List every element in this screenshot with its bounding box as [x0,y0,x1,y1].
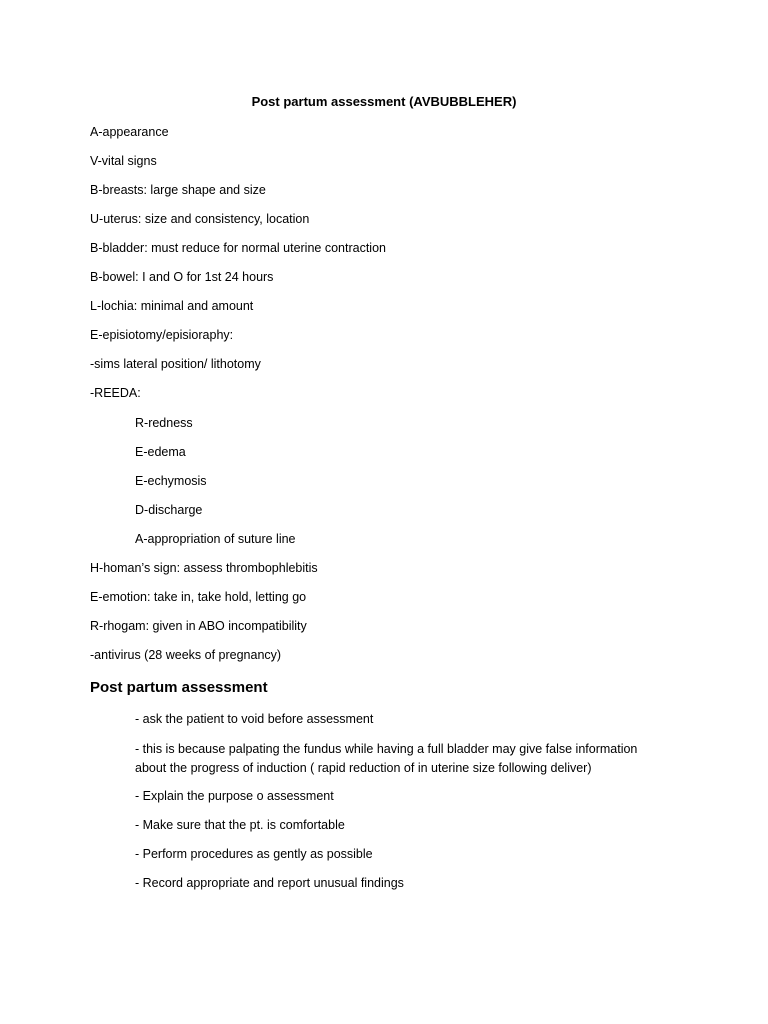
reeda-discharge: D-discharge [135,503,203,517]
mnemonic-homans-sign: H-homan’s sign: assess thrombophlebitis [90,561,318,575]
assessment-item: - Explain the purpose o assessment [135,789,334,803]
document-title: Post partum assessment (AVBUBBLEHER) [251,94,517,109]
mnemonic-bladder: B-bladder: must reduce for normal uterine contraction [90,241,386,255]
mnemonic-episiotomy: E-episiotomy/episioraphy: [90,328,234,342]
reeda-echymosis: E-echymosis [135,474,207,488]
assessment-item: - Record appropriate and report unusual findings [135,876,404,890]
reeda-edema: E-edema [135,445,186,459]
mnemonic-emotion: E-emotion: take in, take hold, letting go [90,590,307,604]
mnemonic-uterus: U-uterus: size and consistency, location [90,212,310,226]
assessment-item: - Make sure that the pt. is comfortable [135,818,345,832]
position-note: -sims lateral position/ lithotomy [90,357,261,371]
assessment-item: - this is because palpating the fundus while having a full bladder may give false information about the progress of induction ( rapid reduction of in uterine size following deliver) [135,742,638,775]
mnemonic-breasts: B-breasts: large shape and size [90,183,266,197]
mnemonic-appearance: A-appearance [90,125,169,139]
mnemonic-bowel: B-bowel: I and O for 1st 24 hours [90,270,274,284]
mnemonic-rhogam: R-rhogam: given in ABO incompatibility [90,619,307,633]
mnemonic-vital-signs: V-vital signs [90,154,157,168]
assessment-item: - ask the patient to void before assessment [135,712,374,726]
reeda-redness: R-redness [135,416,193,430]
assessment-item: - Perform procedures as gently as possible [135,847,373,861]
antivirus-note: -antivirus (28 weeks of pregnancy) [90,648,282,662]
section-heading: Post partum assessment [90,679,268,696]
reeda-appropriation: A-appropriation of suture line [135,532,296,546]
mnemonic-lochia: L-lochia: minimal and amount [90,299,254,313]
reeda-heading: -REEDA: [90,386,141,400]
